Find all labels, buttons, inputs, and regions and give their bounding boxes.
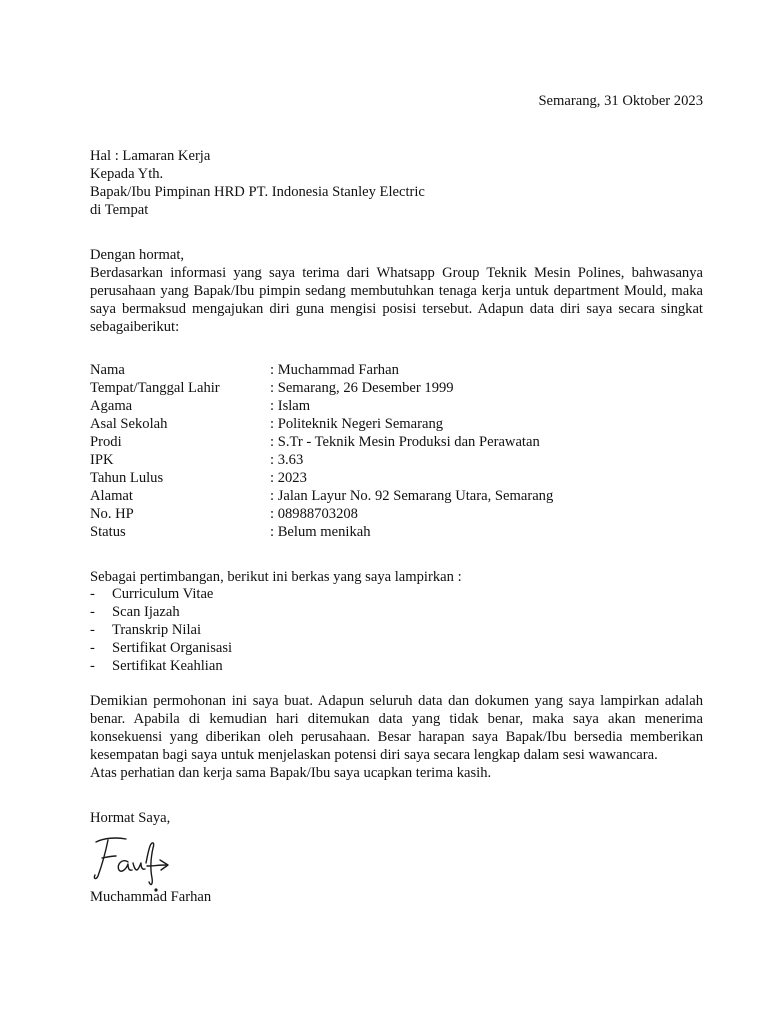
sign-off: Hormat Saya, [90,810,171,826]
list-dash: - [90,622,95,638]
signature-image [90,832,185,892]
bio-label: No. HP [90,506,134,522]
bio-label: Asal Sekolah [90,416,168,432]
bio-label: Agama [90,398,133,414]
signatory-name: Muchammad Farhan [90,889,212,905]
bio-row [90,397,703,415]
attachments-intro: Sebagai pertimbangan, berikut ini berkas yang saya lampirkan : [90,569,462,585]
bio-label: Alamat [90,488,133,504]
bio-row [90,469,703,487]
intro-paragraph: Berdasarkan informasi yang saya terima dari Whatsapp Group Teknik Mesin Polines, bahwasanya perusahaan yang Bapak/Ibu pimpin sedang membutuhkan tenaga kerja untuk department Mould, maka saya bermaksud mengajukan diri guna mengisi posisi tersebut. Adapun data diri saya secara singkat sebagaiberikut: [90,265,703,335]
list-dash: - [90,586,95,602]
bio-label: Prodi [90,434,122,450]
bio-value: : 2023 [270,470,307,486]
bio-label: Nama [90,362,125,378]
list-dash: - [90,658,95,674]
bio-row [90,433,703,451]
bio-value: : Belum menikah [270,524,371,540]
bio-row [90,523,703,541]
bio-value: : Semarang, 26 Desember 1999 [270,380,454,396]
bio-row [90,361,703,379]
bio-value: : 08988703208 [270,506,358,522]
bio-value: : 3.63 [270,452,304,468]
bio-row [90,451,703,469]
attachment-item: Scan Ijazah [112,604,180,620]
recipient-line: Bapak/Ibu Pimpinan HRD PT. Indonesia Stanley Electric [90,184,425,200]
bio-label: Tempat/Tanggal Lahir [90,380,220,396]
bio-row [90,379,703,397]
bio-label: Tahun Lulus [90,470,164,486]
attachment-item: Sertifikat Keahlian [112,658,223,674]
bio-row [90,505,703,523]
bio-label: Status [90,524,126,540]
recipient-line: Kepada Yth. [90,166,164,182]
letter-page [90,0,703,1024]
attachment-item: Transkrip Nilai [112,622,202,638]
bio-value: : Jalan Layur No. 92 Semarang Utara, Semarang [270,488,554,504]
recipient-line: di Tempat [90,202,149,218]
bio-value: : S.Tr - Teknik Mesin Produksi dan Perawatan [270,434,540,450]
bio-value: : Muchammad Farhan [270,362,399,378]
closing-paragraph: Demikian permohonan ini saya buat. Adapun seluruh data dan dokumen yang saya lampirkan adalah benar. Apabila di kemudian hari ditemukan data yang tidak benar, maka saya akan menerima konsekuensi yang diberikan oleh perusahaan. Besar harapan saya Bapak/Ibu bersedia memberikan kesempatan bagi saya untuk menjelaskan potensi diri saya secara lengkap dalam sesi wawancara. [90,693,703,763]
bio-row [90,415,703,433]
bio-value: : Islam [270,398,311,414]
thanks-line: Atas perhatian dan kerja sama Bapak/Ibu saya ucapkan terima kasih. [90,765,492,781]
list-dash: - [90,640,95,656]
attachment-item: Sertifikat Organisasi [112,640,233,656]
bio-value: : Politeknik Negeri Semarang [270,416,444,432]
list-dash: - [90,604,95,620]
place-date: Semarang, 31 Oktober 2023 [538,93,703,109]
bio-label: IPK [90,452,114,468]
subject-line: Hal : Lamaran Kerja [90,148,211,164]
bio-row [90,487,703,505]
attachment-item: Curriculum Vitae [112,586,214,602]
greeting: Dengan hormat, [90,247,185,263]
